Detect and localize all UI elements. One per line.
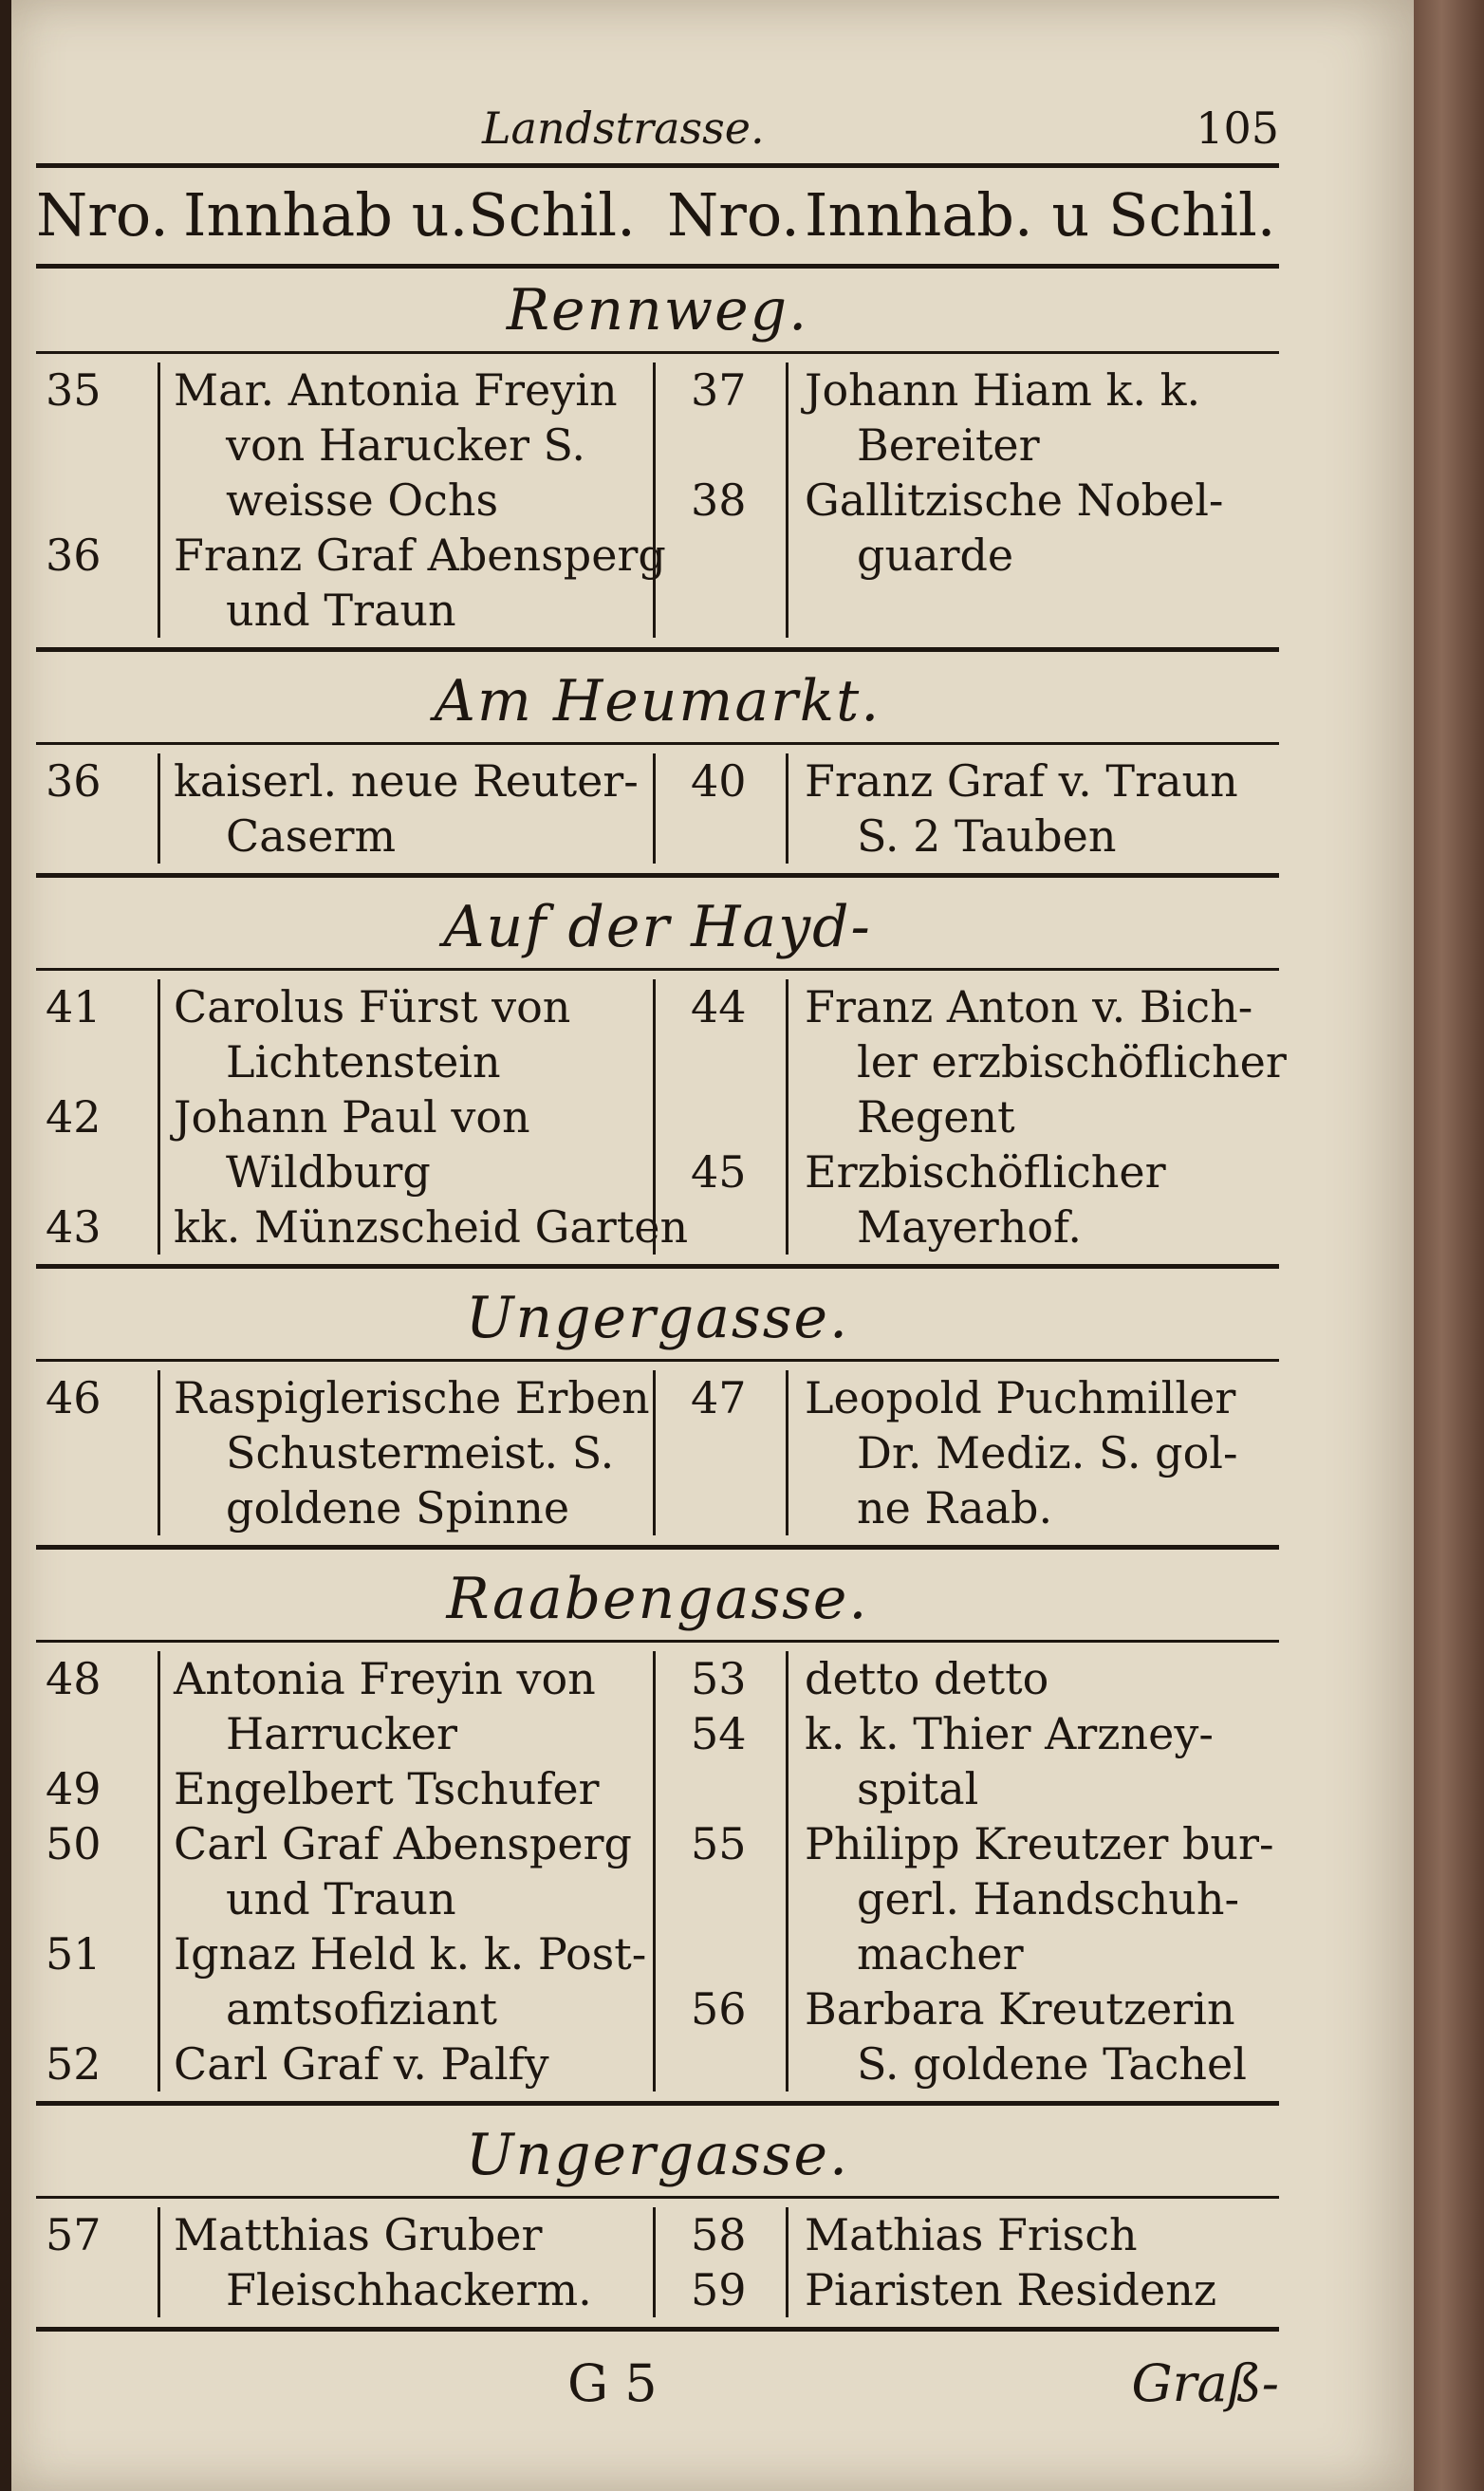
section-title-rule: [36, 1359, 1279, 1362]
column-divider: [786, 362, 788, 638]
occupant-line: Harrucker: [226, 1708, 457, 1759]
occupant-line: Caserm: [226, 810, 397, 862]
page-number: 105: [1196, 102, 1279, 154]
section-title: Raabengasse.: [446, 1566, 869, 1632]
section-title: Ungergasse.: [465, 1285, 850, 1351]
house-number: 42: [46, 1091, 102, 1143]
occupant-line: Franz Anton v. Bich-: [805, 981, 1253, 1032]
running-header: [36, 102, 1279, 159]
occupant-line: Gallitzische Nobel-: [805, 474, 1224, 526]
house-number: 37: [691, 364, 747, 416]
section-block: [36, 1370, 1279, 1535]
house-number: 36: [46, 755, 102, 807]
section-block: [36, 979, 1287, 1255]
occupant-line: guarde: [857, 530, 1014, 581]
column-header-rule: [36, 264, 1279, 269]
occupant-line: Johann Hiam k. k.: [805, 364, 1201, 416]
occupant-line: Mathias Frisch: [805, 2209, 1138, 2260]
occupant-line: S. 2 Tauben: [857, 810, 1117, 862]
occupant-line: ne Raab.: [857, 1482, 1053, 1534]
occupant-line: Fleischhackerm.: [226, 2264, 592, 2315]
occupant-line: Bereiter: [857, 419, 1040, 471]
occupant-line: macher: [857, 1928, 1024, 1980]
occupant-line: und Traun: [226, 585, 456, 636]
occupant-line: Carolus Fürst von: [174, 981, 571, 1032]
column-divider: [653, 362, 656, 638]
signature-mark: G 5: [567, 2353, 658, 2413]
section-title: Rennweg.: [506, 277, 809, 344]
section-end-rule: [36, 1264, 1279, 1269]
section-end-rule: [36, 873, 1279, 878]
house-number: 41: [46, 981, 102, 1032]
occupant-line: Engelbert Tschufer: [174, 1763, 600, 1814]
occupant-line: k. k. Thier Arzney-: [805, 1708, 1214, 1759]
col-nro-left: Nro.: [36, 180, 169, 250]
col-inhab-right: Innhab. u Schil.: [805, 180, 1276, 250]
occupant-line: Barbara Kreutzerin: [805, 1983, 1235, 2035]
section-block: [36, 2207, 1279, 2317]
column-divider: [158, 753, 160, 864]
house-number: 57: [46, 2209, 102, 2260]
occupant-line: und Traun: [226, 1873, 456, 1924]
house-number: 43: [46, 1201, 102, 1253]
occupant-line: weisse Ochs: [226, 474, 499, 526]
house-number: 47: [691, 1372, 747, 1423]
house-number: 50: [46, 1818, 102, 1869]
house-number: 40: [691, 755, 747, 807]
occupant-line: ler erzbischöflicher: [857, 1036, 1287, 1087]
occupant-line: Carl Graf Abensperg: [174, 1818, 632, 1869]
column-divider: [653, 2207, 656, 2317]
occupant-line: detto detto: [805, 1653, 1049, 1704]
section-title: Ungergasse.: [465, 2122, 850, 2188]
occupant-line: goldene Spinne: [226, 1482, 570, 1534]
occupant-line: Carl Graf v. Palfy: [174, 2038, 549, 2090]
column-divider: [786, 753, 788, 864]
occupant-line: Ignaz Held k. k. Post-: [174, 1928, 647, 1980]
occupant-line: kaiserl. neue Reuter-: [174, 755, 639, 807]
house-number: 52: [46, 2038, 102, 2090]
occupant-line: Wildburg: [226, 1146, 431, 1198]
occupant-line: Matthias Gruber: [174, 2209, 543, 2260]
column-divider: [158, 979, 160, 1255]
house-number: 51: [46, 1928, 102, 1980]
column-divider: [653, 753, 656, 864]
column-divider: [158, 1370, 160, 1535]
occupant-line: Raspiglerische Erben: [174, 1372, 650, 1423]
house-number: 59: [691, 2264, 747, 2315]
occupant-line: Dr. Mediz. S. gol-: [857, 1427, 1238, 1478]
column-divider: [786, 1370, 788, 1535]
section-title-rule: [36, 1640, 1279, 1643]
section-block: [36, 753, 1279, 864]
column-divider: [158, 2207, 160, 2317]
section-end-rule: [36, 2327, 1279, 2332]
occupant-line: von Harucker S.: [226, 419, 586, 471]
col-inhab-left: Innhab u.Schil.: [183, 180, 636, 250]
occupant-line: Antonia Freyin von: [174, 1653, 596, 1704]
section-end-rule: [36, 647, 1279, 652]
occupant-line: kk. Münzscheid Garten: [174, 1201, 689, 1253]
section-end-rule: [36, 1545, 1279, 1550]
occupant-line: Erzbischöflicher: [805, 1146, 1166, 1198]
section-title-rule: [36, 968, 1279, 971]
house-number: 38: [691, 474, 747, 526]
occupant-line: spital: [857, 1763, 979, 1814]
catchword: Graß-: [1131, 2353, 1279, 2413]
running-title: Landstrasse.: [482, 102, 765, 154]
column-divider: [653, 1651, 656, 2091]
house-number: 56: [691, 1983, 747, 2035]
section-title-rule: [36, 742, 1279, 745]
house-number: 55: [691, 1818, 747, 1869]
occupant-line: S. goldene Tachel: [857, 2038, 1247, 2090]
house-number: 49: [46, 1763, 102, 1814]
house-number: 44: [691, 981, 747, 1032]
section-title-rule: [36, 351, 1279, 354]
occupant-line: Schustermeist. S.: [226, 1427, 615, 1478]
page-edge: [1414, 0, 1484, 2491]
column-divider: [786, 1651, 788, 2091]
occupant-line: Mar. Antonia Freyin: [174, 364, 618, 416]
page-footer: [36, 2353, 1279, 2429]
occupant-line: Regent: [857, 1091, 1015, 1143]
occupant-line: Franz Graf v. Traun: [805, 755, 1238, 807]
house-number: 58: [691, 2209, 747, 2260]
house-number: 45: [691, 1146, 747, 1198]
section-title: Am Heumarkt.: [434, 668, 881, 734]
section-title: Auf der Hayd-: [443, 894, 872, 960]
occupant-line: Franz Graf Abensperg: [174, 530, 666, 581]
occupant-line: Johann Paul von: [174, 1091, 530, 1143]
occupant-line: Lichtenstein: [226, 1036, 501, 1087]
section-block: [36, 362, 1279, 638]
occupant-line: amtsofiziant: [226, 1983, 497, 2035]
column-headers: [36, 171, 1279, 261]
occupant-line: Piaristen Residenz: [805, 2264, 1217, 2315]
col-nro-right: Nro.: [667, 180, 800, 250]
house-number: 46: [46, 1372, 102, 1423]
column-divider: [158, 1651, 160, 2091]
column-divider: [786, 979, 788, 1255]
house-number: 36: [46, 530, 102, 581]
occupant-line: gerl. Handschuh-: [857, 1873, 1240, 1924]
section-title-rule: [36, 2196, 1279, 2199]
section-block: [36, 1651, 1279, 2091]
house-number: 48: [46, 1653, 102, 1704]
column-divider: [786, 2207, 788, 2317]
section-end-rule: [36, 2101, 1279, 2106]
occupant-line: Mayerhof.: [857, 1201, 1083, 1253]
house-number: 35: [46, 364, 102, 416]
occupant-line: Leopold Puchmiller: [805, 1372, 1236, 1423]
house-number: 53: [691, 1653, 747, 1704]
occupant-line: Philipp Kreutzer bur-: [805, 1818, 1274, 1869]
column-divider: [653, 1370, 656, 1535]
column-divider: [158, 362, 160, 638]
house-number: 54: [691, 1708, 747, 1759]
header-rule: [36, 163, 1279, 168]
